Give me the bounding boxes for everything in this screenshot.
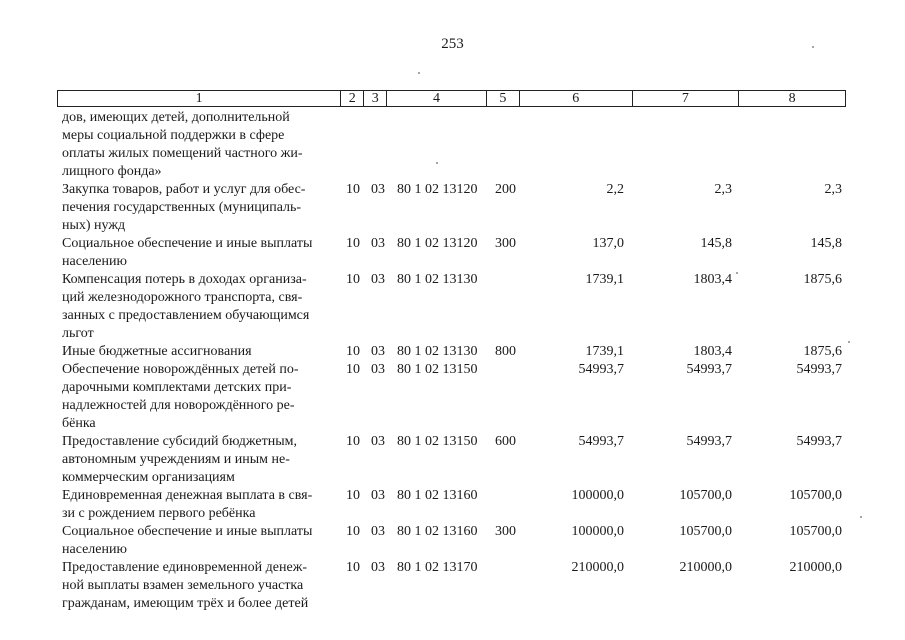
cell-expense-type: 300 [495, 236, 516, 251]
description-line: Предоставление единовременной денеж- [62, 560, 308, 575]
cell-target-article: 80 1 02 13120 [397, 236, 478, 251]
row-description [62, 361, 335, 433]
cell-razdel: 10 [346, 272, 360, 287]
description-line: автономным учреждениям и иным не- [62, 452, 290, 467]
description-line: ций железнодорожного транспорта, свя- [62, 290, 303, 305]
description-line: занных с предоставлением обучающимся [62, 308, 310, 323]
scan-speck [418, 72, 420, 74]
cell-amount-col8: 105700,0 [789, 488, 842, 503]
table-row [62, 487, 852, 523]
scan-speck [860, 516, 862, 518]
row-description [62, 109, 335, 181]
cell-amount-col7: 54993,7 [686, 434, 732, 449]
cell-amount-col8: 2,3 [824, 182, 842, 197]
cell-podrazdel: 03 [371, 182, 385, 197]
cell-podrazdel: 03 [371, 560, 385, 575]
header-col-6: 6 [520, 91, 633, 106]
header-col-4: 4 [387, 91, 487, 106]
header-col-8: 8 [788, 91, 796, 106]
cell-target-article: 80 1 02 13150 [397, 362, 478, 377]
description-line: бёнка [62, 416, 96, 431]
cell-amount-col6: 137,0 [592, 236, 624, 251]
row-description [62, 433, 335, 487]
cell-razdel: 10 [346, 236, 360, 251]
description-line: Единовременная денежная выплата в свя- [62, 488, 313, 503]
table-row [62, 433, 852, 487]
description-line: Иные бюджетные ассигнования [62, 344, 252, 359]
cell-amount-col7: 1803,4 [693, 272, 732, 287]
description-line: зи с рождением первого ребёнка [62, 506, 256, 521]
cell-amount-col6: 1739,1 [585, 272, 624, 287]
cell-target-article: 80 1 02 13170 [397, 560, 478, 575]
cell-expense-type: 600 [495, 434, 516, 449]
cell-razdel: 10 [346, 524, 360, 539]
cell-target-article: 80 1 02 13130 [397, 272, 478, 287]
cell-target-article: 80 1 02 13150 [397, 434, 478, 449]
header-col-5: 5 [487, 91, 520, 106]
cell-expense-type: 300 [495, 524, 516, 539]
table-row [62, 361, 852, 433]
table-row [62, 235, 852, 271]
table-row [62, 523, 852, 559]
cell-razdel: 10 [346, 488, 360, 503]
cell-amount-col6: 1739,1 [585, 344, 624, 359]
cell-podrazdel: 03 [371, 344, 385, 359]
cell-target-article: 80 1 02 13160 [397, 488, 478, 503]
description-line: населению [62, 542, 127, 557]
description-line: населению [62, 254, 127, 269]
description-line: коммерческим организациям [62, 470, 235, 485]
cell-target-article: 80 1 02 13160 [397, 524, 478, 539]
description-line: дов, имеющих детей, дополнительной [62, 110, 290, 125]
description-line: Закупка товаров, работ и услуг для обес- [62, 182, 306, 197]
cell-podrazdel: 03 [371, 488, 385, 503]
header-col-7: 7 [633, 91, 740, 106]
row-description [62, 235, 335, 271]
cell-target-article: 80 1 02 13130 [397, 344, 478, 359]
cell-podrazdel: 03 [371, 524, 385, 539]
description-line: гражданам, имеющим трёх и более детей [62, 596, 309, 611]
cell-amount-col6: 210000,0 [571, 560, 624, 575]
table-row [62, 181, 852, 235]
description-line: печения государственных (муниципаль- [62, 200, 302, 215]
row-description [62, 523, 335, 559]
header-col-1: 1 [58, 91, 341, 106]
table-body [62, 109, 852, 613]
row-description [62, 271, 335, 343]
description-line: дарочными комплектами детских при- [62, 380, 292, 395]
cell-amount-col8: 210000,0 [789, 560, 842, 575]
scan-speck [736, 272, 738, 274]
description-line: Социальное обеспечение и иные выплаты [62, 236, 313, 251]
table-row [62, 109, 852, 181]
cell-amount-col7: 105700,0 [679, 524, 732, 539]
row-description [62, 559, 335, 613]
description-line: льгот [62, 326, 94, 341]
header-col-3: 3 [364, 91, 387, 106]
description-line: Предоставление субсидий бюджетным, [62, 434, 298, 449]
cell-amount-col7: 2,3 [714, 182, 732, 197]
cell-razdel: 10 [346, 344, 360, 359]
cell-amount-col8: 145,8 [810, 236, 842, 251]
description-line: Компенсация потерь в доходах организа- [62, 272, 307, 287]
cell-amount-col7: 1803,4 [693, 344, 732, 359]
cell-amount-col6: 54993,7 [578, 362, 624, 377]
description-line: надлежностей для новорождённого ре- [62, 398, 295, 413]
table-row [62, 343, 852, 361]
header-col-2: 2 [341, 91, 364, 106]
page-number: 253 [441, 36, 464, 52]
cell-amount-col6: 2,2 [606, 182, 624, 197]
cell-podrazdel: 03 [371, 236, 385, 251]
cell-razdel: 10 [346, 560, 360, 575]
cell-podrazdel: 03 [371, 434, 385, 449]
scan-speck [848, 341, 850, 343]
row-description [62, 181, 335, 235]
table-row [62, 271, 852, 343]
scan-speck [812, 46, 814, 48]
cell-amount-col7: 54993,7 [686, 362, 732, 377]
cell-amount-col7: 145,8 [700, 236, 732, 251]
description-line: Обеспечение новорождённых детей по- [62, 362, 299, 377]
cell-amount-col6: 100000,0 [571, 488, 624, 503]
description-line: ных) нужд [62, 218, 126, 233]
table-header [57, 90, 846, 107]
cell-amount-col7: 210000,0 [679, 560, 732, 575]
table-row [62, 559, 852, 613]
row-description [62, 487, 335, 523]
description-line: меры социальной поддержки в сфере [62, 128, 285, 143]
cell-razdel: 10 [346, 434, 360, 449]
cell-amount-col8: 54993,7 [796, 362, 842, 377]
description-line: оплаты жилых помещений частного жи- [62, 146, 303, 161]
cell-amount-col7: 105700,0 [679, 488, 732, 503]
cell-amount-col8: 1875,6 [803, 272, 842, 287]
cell-amount-col8: 54993,7 [796, 434, 842, 449]
cell-expense-type: 200 [495, 182, 516, 197]
scan-speck [436, 162, 438, 164]
cell-amount-col6: 54993,7 [578, 434, 624, 449]
cell-podrazdel: 03 [371, 362, 385, 377]
cell-expense-type: 800 [495, 344, 516, 359]
description-line: ной выплаты взамен земельного участка [62, 578, 304, 593]
cell-podrazdel: 03 [371, 272, 385, 287]
description-line: Социальное обеспечение и иные выплаты [62, 524, 313, 539]
cell-amount-col8: 105700,0 [789, 524, 842, 539]
cell-razdel: 10 [346, 362, 360, 377]
cell-target-article: 80 1 02 13120 [397, 182, 478, 197]
description-line: лищного фонда» [62, 164, 162, 179]
cell-razdel: 10 [346, 182, 360, 197]
cell-amount-col8: 1875,6 [803, 344, 842, 359]
cell-amount-col6: 100000,0 [571, 524, 624, 539]
row-description [62, 343, 335, 361]
